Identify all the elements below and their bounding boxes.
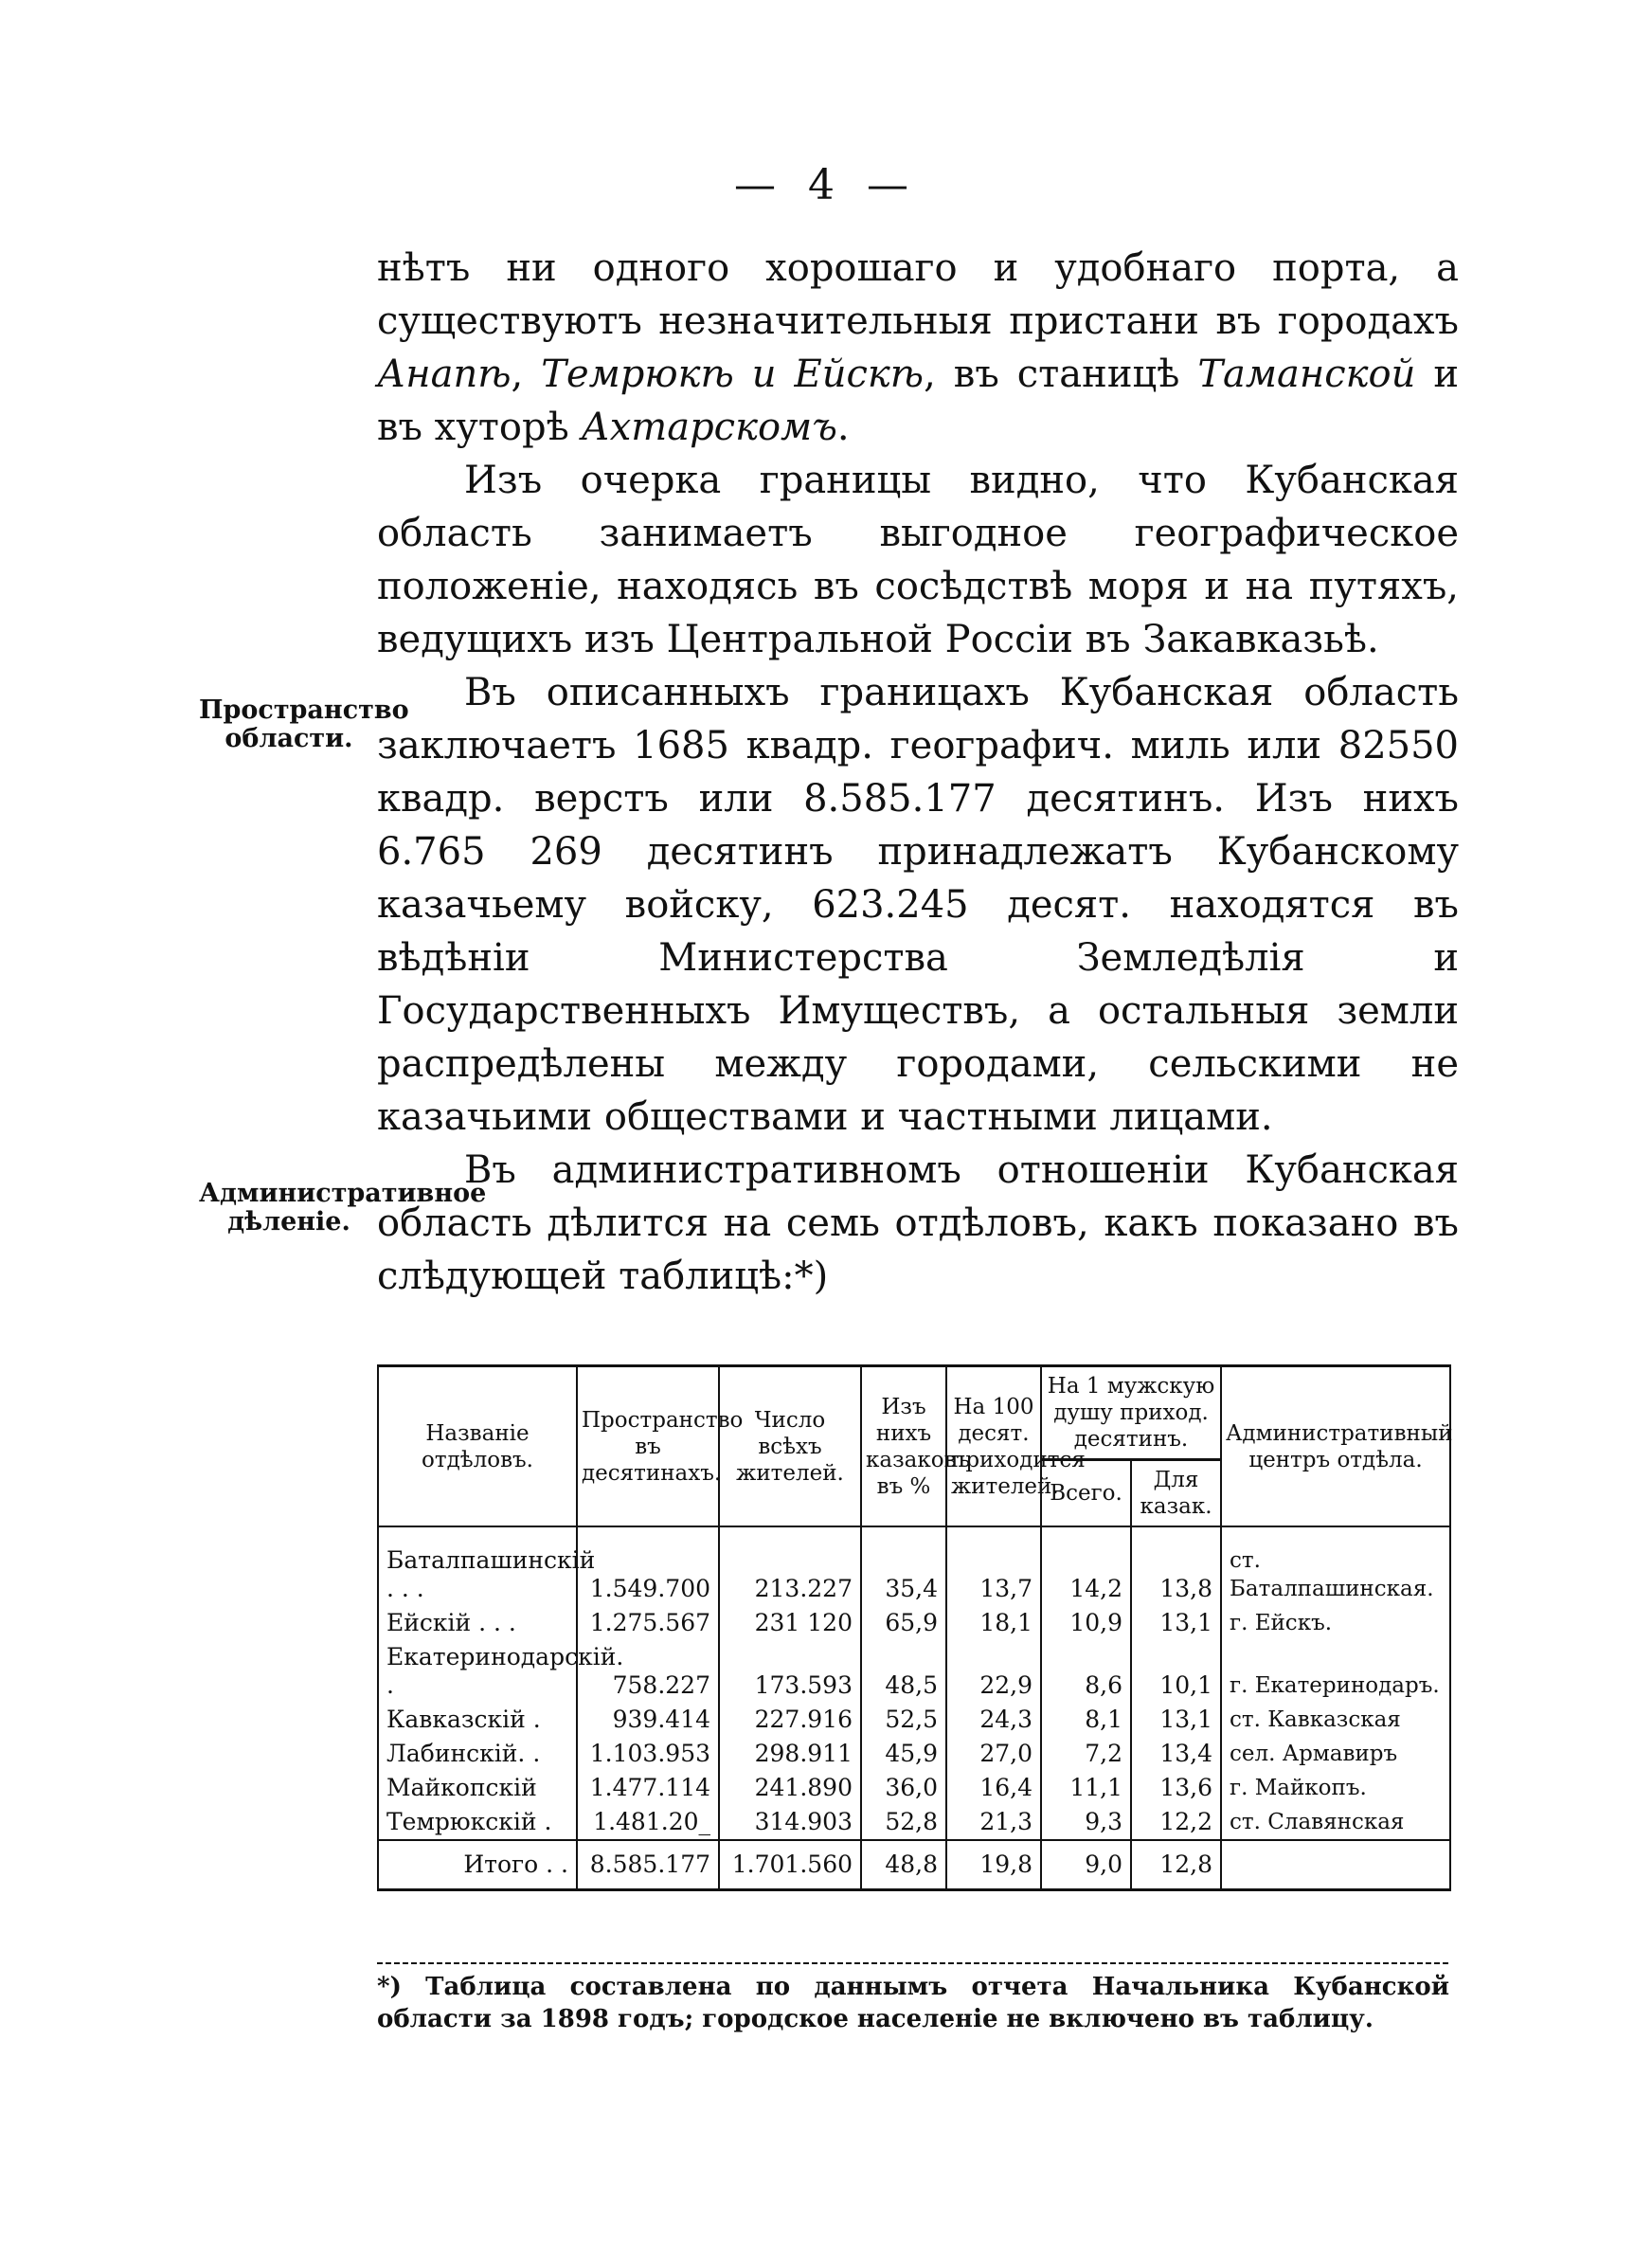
cell-per100: 21,3 — [946, 1805, 1041, 1840]
header-name: Названiе отдѣловъ. — [378, 1366, 577, 1527]
cell-per100: 16,4 — [946, 1771, 1041, 1805]
body-text — [377, 242, 1459, 1303]
cell-center: г. Ейскъ. — [1221, 1606, 1450, 1640]
cell-name: Майкопскiй — [378, 1771, 577, 1805]
cell-center: ст. Баталпашинская. — [1221, 1526, 1450, 1606]
cell-per100: 27,0 — [946, 1737, 1041, 1771]
cell-name: Екатеринодарскiй. . — [378, 1640, 577, 1703]
header-population: Число всѣхъ жителей. — [719, 1366, 861, 1527]
cell-name: Баталпашинскiй . . . — [378, 1526, 577, 1606]
text-run: , — [511, 352, 542, 396]
cell-population: 227.916 — [719, 1703, 861, 1737]
cell-area: 939.414 — [577, 1703, 719, 1737]
cell-per100: 24,3 — [946, 1703, 1041, 1737]
paragraph-ports — [377, 242, 1459, 454]
total-cossacks: 48,8 — [861, 1840, 946, 1890]
header-per100: На 100 десят. приходится жителей. — [946, 1366, 1041, 1527]
cell-area: 1.275.567 — [577, 1606, 719, 1640]
cell-cossacks: 45,9 — [861, 1737, 946, 1771]
cell-population: 298.911 — [719, 1737, 861, 1771]
cell-center: г. Майкопъ. — [1221, 1771, 1450, 1805]
cell-cossack: 12,2 — [1131, 1805, 1221, 1840]
table-row — [378, 1606, 1450, 1640]
cell-cossack: 13,1 — [1131, 1606, 1221, 1640]
table-row — [378, 1737, 1450, 1771]
cell-cossack: 13,8 — [1131, 1526, 1221, 1606]
cell-center: сел. Армавиръ — [1221, 1737, 1450, 1771]
cell-cossack: 13,1 — [1131, 1703, 1221, 1737]
city-temryuk-yeysk: Темрюкѣ и Ейскѣ — [541, 352, 925, 396]
cell-area: 1.481.20_ — [577, 1805, 719, 1840]
header-area: Пространство въ десятинахъ. — [577, 1366, 719, 1527]
cell-cossack: 13,4 — [1131, 1737, 1221, 1771]
cell-population: 241.890 — [719, 1771, 861, 1805]
cell-area: 1.549.700 — [577, 1526, 719, 1606]
margin-note-admin: Административное дѣленiе. — [199, 1179, 487, 1237]
cell-per100: 22,9 — [946, 1640, 1041, 1703]
cell-center: ст. Славянская — [1221, 1805, 1450, 1840]
text-run: . — [836, 406, 850, 449]
margin-note-space: Пространство области. — [199, 695, 409, 753]
total-per-male-cossack: 12,8 — [1131, 1840, 1221, 1890]
header-per-male-total: Всего. — [1041, 1460, 1131, 1527]
cell-name: Кавказскiй . — [378, 1703, 577, 1737]
page-number: — 4 — — [734, 161, 918, 209]
paragraph-administration: Въ административномъ отношенiи Кубанская область дѣлится на семь отдѣловъ, какъ показано въ слѣдующей таблицѣ:*) — [377, 1148, 1459, 1298]
cell-cossacks: 65,9 — [861, 1606, 946, 1640]
total-per-male-total: 9,0 — [1041, 1840, 1131, 1890]
total-per100: 19,8 — [946, 1840, 1041, 1890]
cell-total: 10,9 — [1041, 1606, 1131, 1640]
text-run: и въ хуторѣ — [377, 352, 1460, 449]
cell-total: 8,6 — [1041, 1640, 1131, 1703]
total-center — [1221, 1840, 1450, 1890]
cell-area: 1.103.953 — [577, 1737, 719, 1771]
cell-cossacks: 48,5 — [861, 1640, 946, 1703]
cell-per100: 18,1 — [946, 1606, 1041, 1640]
stanitsa-tamanskaya: Таманской — [1197, 352, 1416, 396]
cell-cossack: 10,1 — [1131, 1640, 1221, 1703]
city-anapa: Анапѣ — [377, 352, 512, 396]
cell-name: Ейскiй . . . — [378, 1606, 577, 1640]
cell-center: ст. Кавказская — [1221, 1703, 1450, 1737]
table-row — [378, 1771, 1450, 1805]
header-center: Административный центръ отдѣла. — [1221, 1366, 1450, 1527]
text-run: нѣтъ ни одного хорошаго и удобнаго порта, а существуютъ незначительныя пристани въ городахъ — [377, 246, 1459, 343]
cell-cossacks: 52,8 — [861, 1805, 946, 1840]
table-row — [378, 1703, 1450, 1737]
cell-area: 1.477.114 — [577, 1771, 719, 1805]
total-label: Итого . . — [378, 1840, 577, 1890]
cell-population: 314.903 — [719, 1805, 861, 1840]
cell-cossacks: 36,0 — [861, 1771, 946, 1805]
districts-table — [377, 1364, 1451, 1891]
districts-table-wrapper — [377, 1364, 1453, 1891]
cell-cossacks: 52,5 — [861, 1703, 946, 1737]
footnote-rule — [377, 1961, 1449, 1965]
table-row — [378, 1640, 1450, 1703]
cell-cossacks: 35,4 — [861, 1526, 946, 1606]
cell-population: 213.227 — [719, 1526, 861, 1606]
cell-total: 11,1 — [1041, 1771, 1131, 1805]
paragraph-geography: Изъ очерка границы видно, что Кубанская область занимаетъ выгодное географическое положенiе, находясь въ сосѣдствѣ моря и на путяхъ, ведущихъ изъ Центральной Россiи въ Закавказьѣ. — [377, 459, 1459, 661]
cell-total: 14,2 — [1041, 1526, 1131, 1606]
total-area: 8.585.177 — [577, 1840, 719, 1890]
header-per-male: На 1 мужскую душу приход. десятинъ. — [1041, 1366, 1221, 1460]
cell-name: Темрюкскiй . — [378, 1805, 577, 1840]
table-row — [378, 1805, 1450, 1840]
text-run: , въ станицѣ — [924, 352, 1198, 396]
cell-population: 173.593 — [719, 1640, 861, 1703]
header-per-male-cossack: Для казак. — [1131, 1460, 1221, 1527]
cell-total: 9,3 — [1041, 1805, 1131, 1840]
cell-per100: 13,7 — [946, 1526, 1041, 1606]
cell-name: Лабинскiй. . — [378, 1737, 577, 1771]
header-cossacks: Изъ нихъ казаковъ въ % — [861, 1366, 946, 1527]
cell-total: 8,1 — [1041, 1703, 1131, 1737]
footnote: *) Таблица составлена по даннымъ отчета Начальника Кубанской области за 1898 годъ; городское населенiе не включено въ таблицу. — [377, 1973, 1449, 2033]
table-row — [378, 1526, 1450, 1606]
total-population: 1.701.560 — [719, 1840, 861, 1890]
table-total-row — [378, 1840, 1450, 1890]
cell-area: 758.227 — [577, 1640, 719, 1703]
cell-total: 7,2 — [1041, 1737, 1131, 1771]
paragraph-area: Въ описанныхъ границахъ Кубанская область заключаетъ 1685 квадр. географич. миль или 82550 квадр. верстъ или 8.585.177 десятинъ. Изъ нихъ 6.765 269 десятинъ принадлежатъ Кубанскому казачьему войску, 623.245 десят. находятся въ вѣдѣнiи Министерства Земледѣлiя и Государственныхъ Имуществъ, а остальныя земли распредѣлены между городами, сельскими не казачьими обществами и частными лицами. — [377, 671, 1459, 1139]
khutor-akhtarsky: Ахтарскомъ — [581, 406, 837, 449]
cell-cossack: 13,6 — [1131, 1771, 1221, 1805]
cell-population: 231 120 — [719, 1606, 861, 1640]
cell-center: г. Екатеринодаръ. — [1221, 1640, 1450, 1703]
